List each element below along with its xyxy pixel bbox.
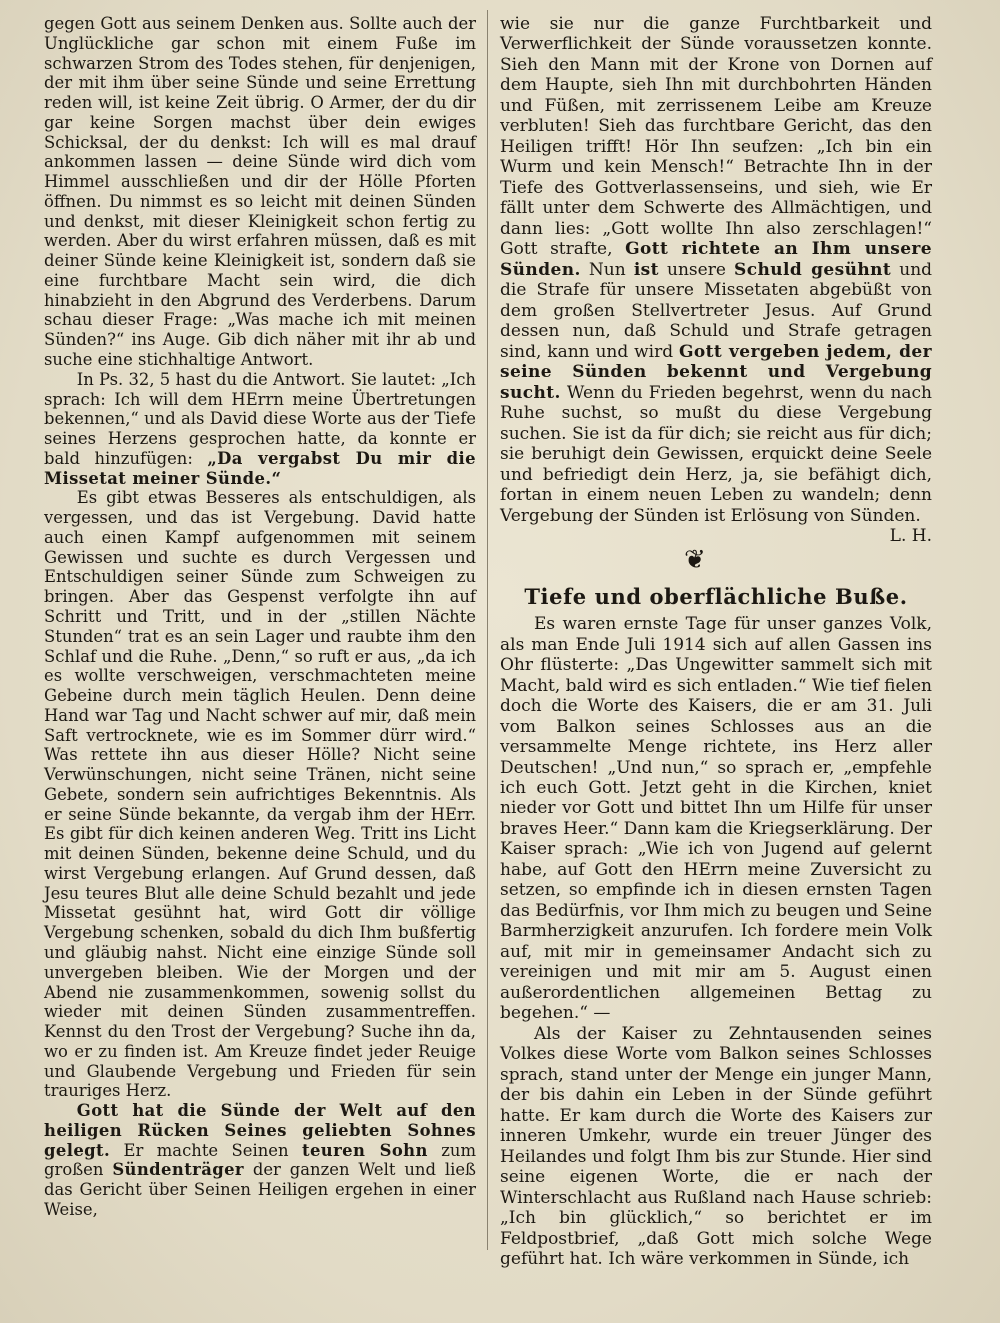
paragraph-text: Wenn du Frieden begehrst, wenn du nach Ruhe suchst, so mußt du diese Vergebung suchen. Sie ist da für dich; sie reicht aus für dich; sie beruhigt dein Gewissen, erquickt deine Seele und befriedigt dein Herz, ja, sie befähigt dich, fortan in einem neuen Leben zu wandeln; denn Vergebung der Sünden ist Erlösung von Sünden. bbox=[500, 382, 932, 526]
paragraph: Es gibt etwas Besseres als entschuldigen, als vergessen, und das ist Vergebung. David hatte auch einen Kampf aufgenommen mit seinem Gewissen und suchte es durch Vergessen und Entschuldigen seiner Sünde zum Schweigen zu bringen. Aber das Gespenst verfolgte ihn auf Schritt und Tritt, und in der „stillen Nächte Stunden“ trat es an sein Lager und raubte ihm den Schlaf und die Ruhe. „Denn,“ so ruft er aus, „da ich es wollte verschweigen, verschmachteten meine Gebeine durch mein täglich Heulen. Denn deine Hand war Tag und Nacht schwer auf mir, daß mein Saft vertrocknete, wie es im Sommer dürr wird.“ Was rettete ihn aus dieser Hölle? Nicht seine Verwünschungen, nicht seine Tränen, nicht seine Gebete, sondern sein aufrichtiges Bekenntnis. Als er seine Sünde bekannte, da vergab ihm der HErr. Es gibt für dich keinen anderen Weg. Tritt ins Licht mit deinen Sünden, bekenne deine Schuld, und du wirst Vergebung erlangen. Auf Grund dessen, daß Jesu teures Blut alle deine Schuld bezahlt und jede Missetat gesühnt hat, wird Gott dir völlige Vergebung schenken, sobald du dich Ihm bußfertig und gläubig nahst. Nicht eine einzige Sünde soll unvergeben bleiben. Wie der Morgen und der Abend nie zusammenkommen, sowenig sollst du wieder mit deinen Sünden zusammentreffen. Kennst du den Trost der Vergebung? Suche ihn da, wo er zu finden ist. Am Kreuze findet jeder Reuige und Glaubende Vergebung und Frieden für sein trauriges Herz. bbox=[44, 488, 476, 1101]
paragraph-text: wie sie nur die ganze Furchtbarkeit und Verwerflichkeit der Sünde voraussetzen konnte. Sieh den Mann mit der Krone von Dornen auf dem Haupte, sieh Ihn mit durchbohrten Händen und Füßen, mit zerrissenem Leibe am Kreuze verbluten! Sieh das furchtbare Gericht, das den Heiligen trifft! Hör Ihn seufzen: „Ich bin ein Wurm und kein Mensch!“ Betrachte Ihn in der Tiefe des Gottverlassenseins, und sieh, wie Er fällt unter dem Schwerte des Allmächtigen, und dann lies: „Gott wollte Ihn also zerschlagen!“ Gott strafte, bbox=[500, 14, 932, 260]
paragraph-text: unsere bbox=[667, 259, 726, 280]
author-signature: L. H. bbox=[889, 526, 932, 547]
paragraph: gegen Gott aus seinem Denken aus. Sollte auch der Unglückliche gar schon mit einem Fuße im schwarzen Strom des Todes stehen, für denjenigen, der mit ihm über seine Sünde und seine Errettung reden will, ist keine Zeit übrig. O Armer, der du dir gar keine Sorgen machst über dein ewiges Schicksal, der du denkst: Ich will es mal drauf ankommen lassen — deine Sünde wird dich vom Himmel ausschließen und dir der Hölle Pforten öffnen. Du nimmst es so leicht mit deinen Sünden und denkst, mit dieser Kleinigkeit schon fertig zu werden. Aber du wirst erfahren müssen, daß es mit deiner Sünde keine Kleinigkeit ist, sondern daß sie eine furchtbare Macht sein wird, die dich hinabzieht in den Abgrund des Verderbens. Darum schau dieser Frage: „Was mache ich mit meinen Sünden?“ ins Auge. Gib dich näher mit ihr ab und suche eine stichhaltige Antwort. bbox=[44, 14, 476, 370]
emphasized-phrase: teuren Sohn bbox=[301, 1140, 428, 1160]
column-divider bbox=[487, 10, 488, 1250]
paragraph-text: zum großen bbox=[44, 1140, 476, 1180]
paragraph: Es waren ernste Tage für unser ganzes Volk, als man Ende Juli 1914 sich auf allen Gassen ins Ohr flüsterte: „Das Ungewitter sammelt sich mit Macht, bald wird es sich entladen.“ Wie tief fielen doch die Worte des Kaisers, die er am 31. Juli vom Balkon seines Schlosses aus an die versammelte Menge richtete, ins Herz aller Deutschen! „Und nun,“ so sprach er, „empfehle ich euch Gott. Jetzt geht in die Kirchen, kniet nieder vor Gott und bittet Ihn um Hilfe für unser braves Heer.“ Dann kam die Kriegserklärung. Der Kaiser sprach: „Wie ich von Jugend auf gelernt habe, auf Gott den HErrn meine Zuversicht zu setzen, so empfinde ich in diesen ernsten Tagen das Bedürfnis, vor Ihm mich zu beugen und Seine Barmherzigkeit anzurufen. Ich fordere mein Volk auf, mit mir in gemeinsamer Andacht sich zu vereinigen und mit mir am 5. August einen außerordentlichen allgemeinen Bettag zu begehen.“ — bbox=[500, 614, 932, 1024]
paragraph-text: Er machte Seinen bbox=[123, 1140, 289, 1160]
paragraph-text: und die Strafe für unsere Missetaten abgebüßt von dem großen Stellvertreter Jesus. Auf Grund dessen nun, daß Schuld und Strafe getragen sind, kann und wird bbox=[500, 259, 933, 362]
emphasized-phrase: ist bbox=[633, 259, 659, 280]
paragraph bbox=[44, 1101, 476, 1220]
right-column bbox=[500, 14, 932, 1270]
ornament-icon: ❦ bbox=[683, 545, 706, 576]
emphasized-phrase: Schuld gesühnt bbox=[734, 259, 892, 280]
paragraph bbox=[44, 370, 476, 489]
emphasized-phrase: Sündenträger bbox=[112, 1160, 244, 1180]
emphasized-phrase: Gott vergeben jedem, der seine Sünden bekennt und Vergebung sucht. bbox=[500, 341, 932, 403]
paragraph bbox=[500, 14, 933, 547]
emphasized-sentence: Gott hat die Sünde der Welt auf den heiligen Rücken Seines geliebten Sohnes gelegt. bbox=[44, 1101, 476, 1160]
paragraph-text: der ganzen Welt und ließ das Gericht über Seinen Heiligen ergehen in einer Weise, bbox=[44, 1160, 476, 1219]
paragraph-text: Nun bbox=[588, 259, 626, 280]
left-column bbox=[44, 14, 476, 1220]
article-heading: Tiefe und oberflächliche Buße. bbox=[524, 584, 908, 610]
emphasized-quote: „Da vergabst Du mir die Missetat meiner Sünde.“ bbox=[44, 448, 476, 488]
paragraph-text: In Ps. 32, 5 hast du die Antwort. Sie lautet: „Ich sprach: Ich will dem HErrn meine Übertretungen bekennen,“ und als David diese Worte aus der Tiefe seines Herzens gesprochen hatte, da konnte er bald hinzufügen: bbox=[44, 369, 476, 468]
paragraph: Als der Kaiser zu Zehntausenden seines Volkes diese Worte vom Balkon seines Schlosses sprach, stand unter der Menge ein junger Mann, der bis dahin ein Leben in der Sünde geführt hatte. Er kam durch die Worte des Kaisers zur inneren Umkehr, wurde ein treuer Jünger des Heilandes und folgt Ihm bis zur Stunde. Hier sind seine eigenen Worte, die er nach der Winterschlacht aus Rußland nach Hause schrieb: „Ich bin glücklich,“ so berichtet er im Feldpostbrief, „daß Gott mich solche Wege geführt hat. Ich wäre verkommen in Sünde, ich bbox=[500, 1023, 932, 1270]
emphasized-phrase: Gott richtete an Ihm unsere Sünden. bbox=[500, 239, 932, 280]
